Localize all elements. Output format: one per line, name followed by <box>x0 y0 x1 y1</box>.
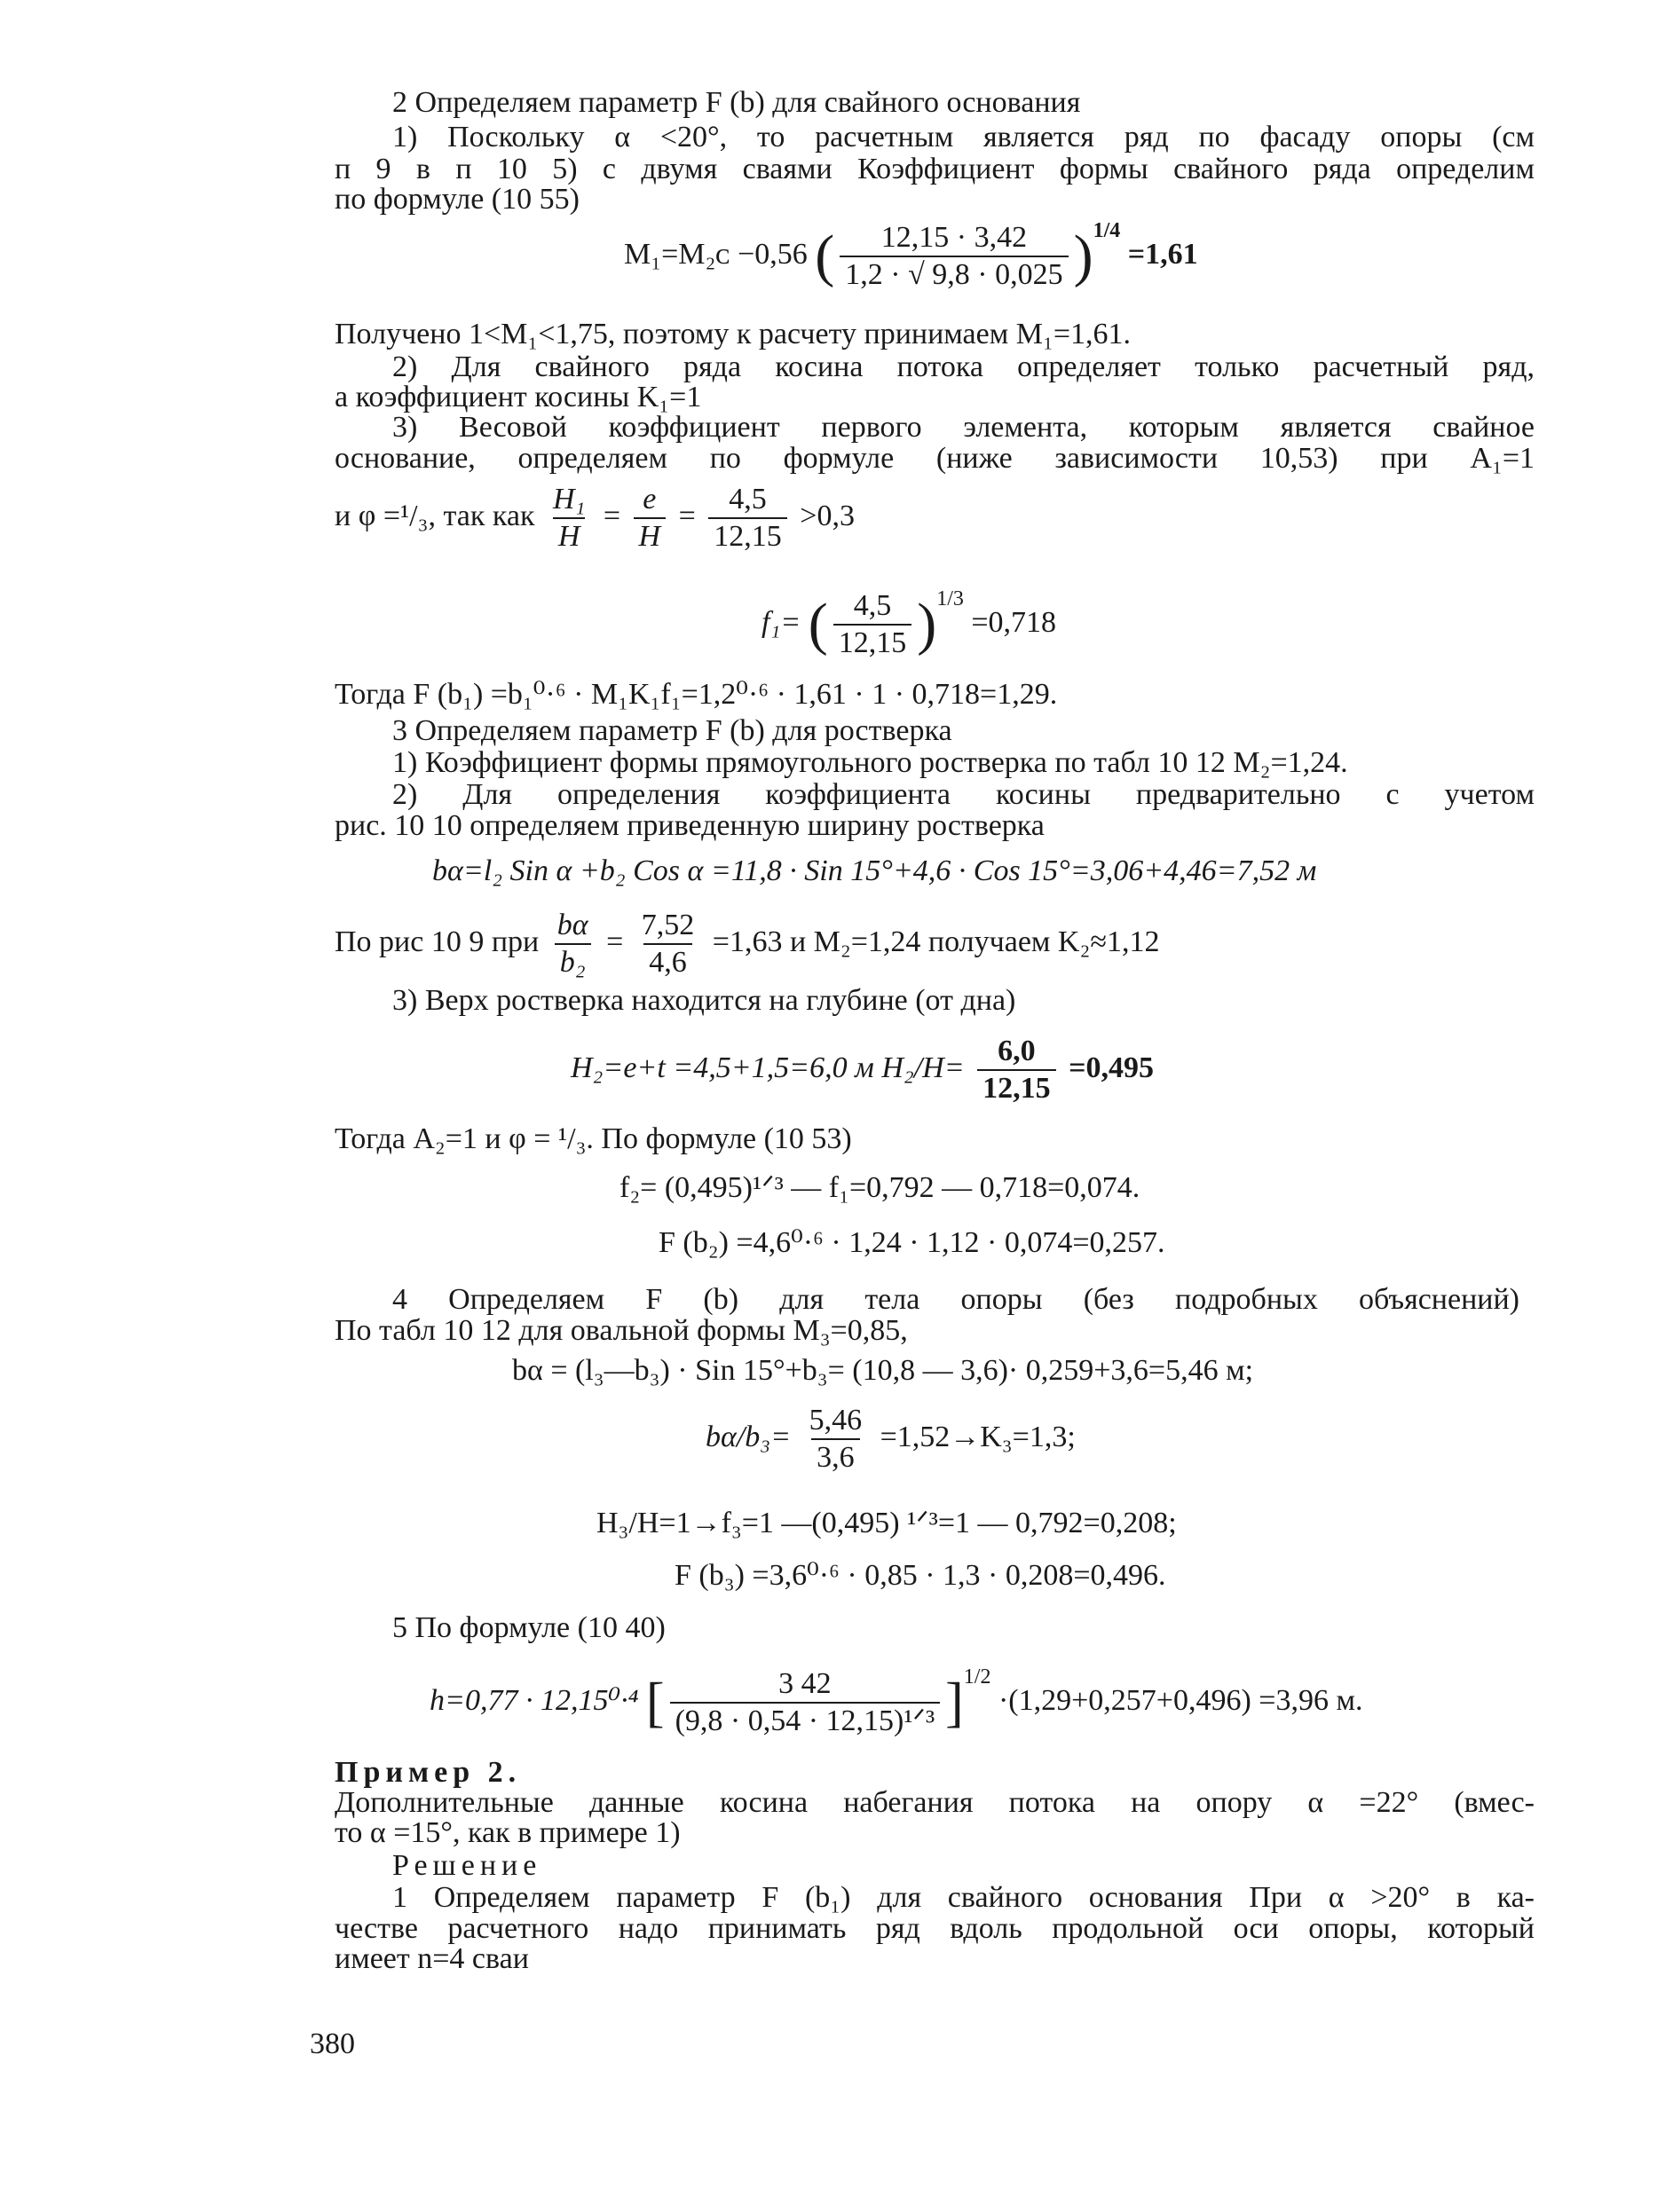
s3-paragraph-2-line-1: 2) Для определения коэффициента косины предварительно с учетом <box>392 778 1535 811</box>
eq-h-left: h=0,77 · 12,15⁰·⁴ <box>430 1684 639 1717</box>
eq-f1-result: =0,718 <box>971 606 1057 639</box>
s2-paragraph-1-line-1: 1) Поскольку α <20°, то расчетным является ряд по фасаду опоры (см <box>392 121 1535 154</box>
equation-h3: H₃/H=1→f₃=1 —(0,495) ¹ᐟ³=1 — 0,792=0,208; <box>596 1507 1177 1539</box>
received-line: Получено 1<M₁<1,75, поэтому к расчету принимаем M₁=1,61. <box>335 318 1132 350</box>
equation-b-alpha: bα=l₂ Sin α +b₂ Cos α =11,8 · Sin 15°+4,6 · Cos 15°=3,06+4,46=7,52 м <box>432 854 1317 887</box>
po-ris-result: =1,63 и M₂=1,24 получаем K₂≈1,12 <box>712 925 1160 958</box>
bracket-close: ] <box>945 1673 964 1734</box>
frac-ba-b2 <box>552 909 594 979</box>
bracket-open: [ <box>645 1673 665 1734</box>
frac-45-num: 4,5 <box>729 483 767 516</box>
solution-line-1: 1 Определяем параметр F (b₁) для свайного основания При α >20° в ка- <box>392 1881 1535 1914</box>
frac-e-num: e <box>643 483 657 516</box>
eq-f1-fraction <box>833 590 912 659</box>
equation-f2: f₂= (0,495)¹ᐟ³ — f₁=0,792 — 0,718=0,074. <box>619 1171 1140 1204</box>
s3-paragraph-1: 1) Коэффициент формы прямоугольного ростверка по табл 10 12 M₂=1,24. <box>392 746 1348 779</box>
then-a2-line: Тогда A₂=1 и φ = ¹/₃. По формуле (10 53) <box>335 1122 852 1155</box>
eq-h-den: (9,8 · 0,54 · 12,15)¹ᐟ³ <box>670 1702 941 1737</box>
example-2-line-1: Дополнительные данные косина набегания потока на опору α =22° (вмес- <box>335 1786 1535 1819</box>
s2-paragraph-2-line-1: 2) Для свайного ряда косина потока определяет только расчетный ряд, <box>392 350 1535 383</box>
paren-open: ( <box>808 592 828 657</box>
equation-fb2: F (b₂) =4,6⁰·⁶ · 1,24 · 1,12 · 0,074=0,257. <box>659 1226 1165 1259</box>
section-3-heading: 3 Определяем параметр F (b) для ростверка <box>392 714 952 747</box>
equation-m1 <box>624 213 1198 291</box>
solution-line-2: честве расчетного надо принимать ряд вдоль продольной оси опоры, который <box>335 1912 1535 1945</box>
s2-paragraph-3-line-2: основание, определяем по формуле (ниже зависимости 10,53) при A₁=1 <box>335 442 1535 475</box>
eq-f1-exponent: 1/3 <box>936 587 964 610</box>
equation-h2 <box>571 1035 1154 1105</box>
eq-f1-den: 12,15 <box>833 624 912 659</box>
eq-f1-num: 4,5 <box>853 589 892 623</box>
s3-paragraph-3: 3) Верх ростверка находится на глубине (от дна) <box>392 984 1016 1017</box>
s2-paragraph-1-line-3: по формуле (10 55) <box>335 183 580 216</box>
frac-546-den: 3,6 <box>811 1438 860 1474</box>
paren-close: ) <box>1073 224 1093 289</box>
section-4-heading: 4 Определяем F (b) для тела опоры (без подробных объяснений) <box>392 1283 1519 1316</box>
eq-h2-left: H₂=e+t =4,5+1,5=6,0 м H₂/H= <box>571 1051 965 1084</box>
page-number: 380 <box>310 2027 355 2060</box>
paren-open: ( <box>815 224 835 289</box>
frac-45-den: 12,15 <box>708 517 787 553</box>
example-2-line-2: то α =15°, как в примере 1) <box>335 1816 681 1849</box>
frac-60-num: 6,0 <box>998 1035 1036 1067</box>
example-2-title: Пример 2. <box>335 1756 522 1789</box>
equation-h <box>430 1659 1362 1737</box>
eq-m1-left: M₁=M₂ᴄ −0,56 <box>624 238 808 271</box>
section-5-heading: 5 По формуле (10 40) <box>392 1611 666 1644</box>
s2-paragraph-1-line-2: п 9 в п 10 5) с двумя сваями Коэффициент формы свайного ряда определим <box>335 153 1535 185</box>
eq-h-num: 3 42 <box>778 1667 832 1701</box>
equation-ratio <box>706 1405 1076 1474</box>
frac-752-46 <box>636 909 700 979</box>
po-ris-text: По рис 10 9 при <box>335 925 540 958</box>
eq-f1-left: f₁= <box>761 606 801 639</box>
section-2-heading: 2 Определяем параметр F (b) для свайного основания <box>392 86 1081 119</box>
frac-h1-h <box>548 484 590 553</box>
then-fb1-line: Тогда F (b₁) =b₁⁰·⁶ · M₁K₁f₁=1,2⁰·⁶ · 1,61 · 1 · 0,718=1,29. <box>335 678 1058 711</box>
frac-546-36 <box>804 1405 868 1474</box>
eq-m1-denominator: 1,2 · √ 9,8 · 0,025 <box>840 256 1068 291</box>
phi-condition-result: >0,3 <box>800 499 855 532</box>
equation-f1 <box>761 581 1056 659</box>
eq-m1-numerator: 12,15 · 3,42 <box>880 221 1028 255</box>
s2-paragraph-2-line-2: а коэффициент косины K₁=1 <box>335 381 702 413</box>
eq-m1-fraction <box>840 222 1068 291</box>
equation-b-alpha-3: bα = (l₃—b₃) · Sin 15°+b₃= (10,8 — 3,6)· 0,259+3,6=5,46 м; <box>512 1354 1254 1387</box>
phi-condition-line: и φ =¹/₃, так как $\frac{\text{H₁}}{H}$ = $\frac{e}{H}$ = $\frac{4,5}{12,15}$ >0,3 <box>335 483 855 553</box>
frac-h1-num: H₁ <box>552 483 586 516</box>
eq-m1-exponent: 1/4 <box>1093 219 1121 242</box>
s2-paragraph-3-line-1: 3) Весовой коэффициент первого элемента, которым является свайное <box>392 411 1535 444</box>
frac-752-num: 7,52 <box>641 909 695 941</box>
solution-line-3: имеет n=4 сваи <box>335 1942 529 1975</box>
po-ris-line: По рис 10 9 при $\frac{b\alpha}{\text{b₂}}$ = $\frac{7,52}{4,6}$ =1,63 и M₂=1,24 получаем K₂≈1,12 <box>335 909 1160 979</box>
frac-ba-num: bα <box>556 909 588 941</box>
phi-condition-text: и φ =¹/₃, так как <box>335 499 535 532</box>
frac-60-den: 12,15 <box>977 1069 1056 1105</box>
eq-h-fraction <box>670 1668 941 1737</box>
frac-60-1215 <box>977 1035 1056 1105</box>
eq-ratio-left: bα/b₃= <box>706 1420 792 1453</box>
frac-ba-den: b₂ <box>555 943 591 979</box>
solution-heading: Решение <box>392 1849 542 1882</box>
paren-close: ) <box>917 592 937 657</box>
eq-ratio-result: =1,52→K₃=1,3; <box>880 1420 1076 1453</box>
eq-h2-result: =0,495 <box>1069 1051 1155 1084</box>
eq-h-exponent: 1/2 <box>963 1665 991 1689</box>
frac-h1-den: H <box>553 517 586 553</box>
s3-paragraph-2-line-2: рис. 10 10 определяем приведенную ширину ростверка <box>335 809 1045 842</box>
equation-fb3: F (b₃) =3,6⁰·⁶ · 0,85 · 1,3 · 0,208=0,496. <box>675 1559 1166 1592</box>
eq-h-result: ·(1,29+0,257+0,496) =3,96 м. <box>998 1684 1363 1717</box>
eq-m1-result: =1,61 <box>1127 238 1198 271</box>
frac-e-den: H <box>634 517 667 553</box>
frac-752-den: 4,6 <box>643 943 692 979</box>
s4-line-2: По табл 10 12 для овальной формы M₃=0,85, <box>335 1314 908 1347</box>
frac-546-num: 5,46 <box>809 1404 863 1437</box>
frac-45-1215 <box>708 484 787 553</box>
frac-e-h <box>634 484 667 553</box>
